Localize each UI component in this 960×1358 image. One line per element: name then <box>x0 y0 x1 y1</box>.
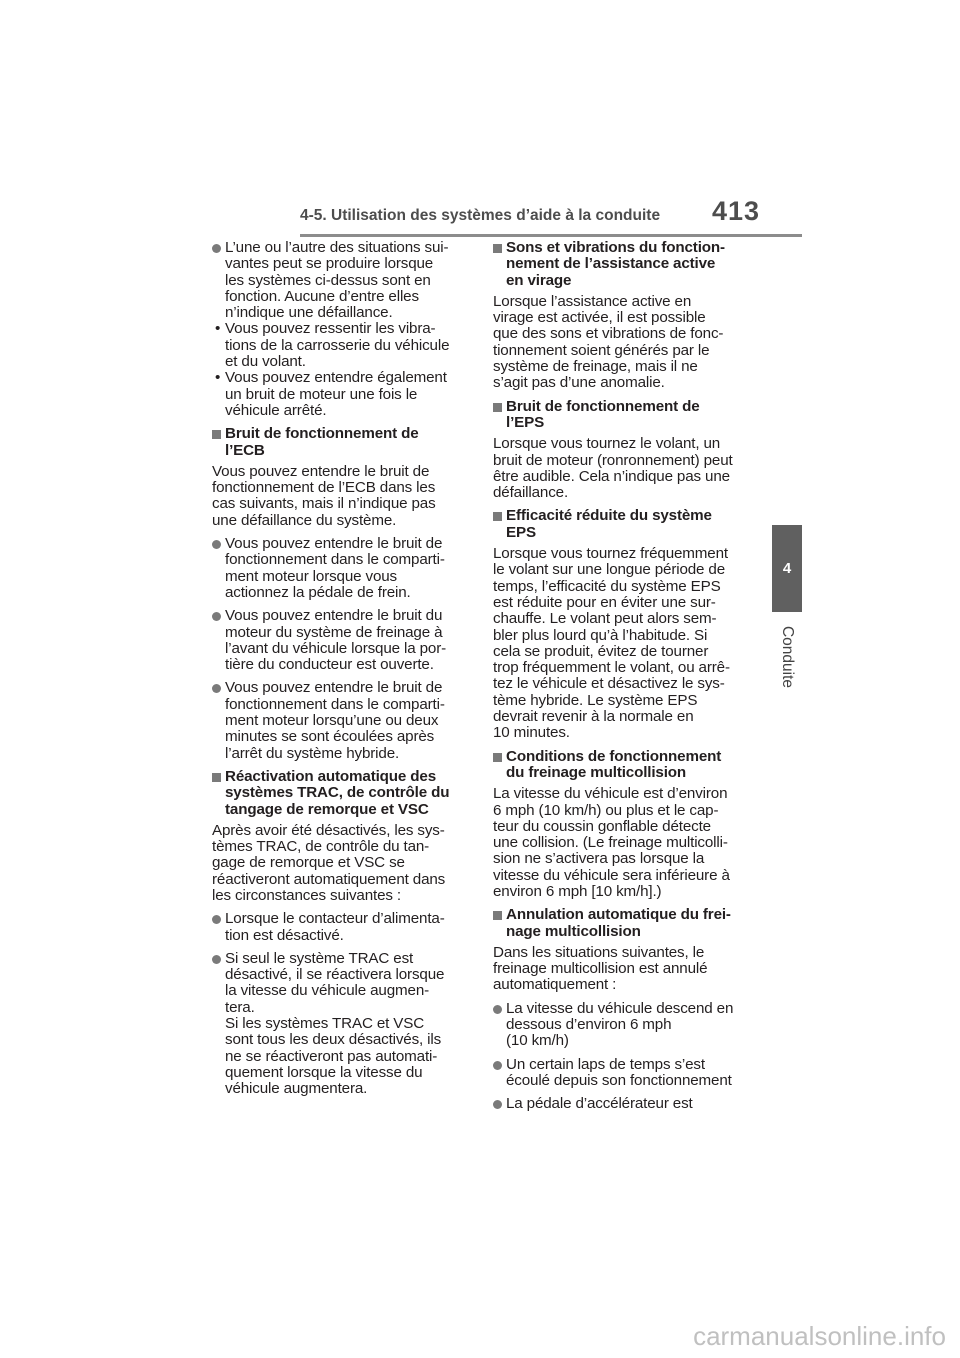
text-line: tangage de remorque et VSC <box>225 800 429 818</box>
subsection-heading <box>212 769 470 818</box>
text-line: Sons et vibrations du fonction- <box>506 239 725 256</box>
square-bullet-icon <box>493 403 502 412</box>
round-bullet-icon <box>493 1005 502 1014</box>
square-bullet-icon <box>493 753 502 762</box>
text-line: véhicule arrêté. <box>225 401 327 419</box>
text-line: systèmes TRAC, de contrôle du <box>225 784 450 802</box>
text-line: temps, l’efficacité du système EPS <box>493 577 721 595</box>
text-line: Efficacité réduite du système <box>506 507 712 525</box>
chapter-tab-label <box>770 612 804 702</box>
paragraph <box>493 546 751 742</box>
bullet-item <box>212 536 470 601</box>
round-bullet-icon <box>212 244 221 253</box>
text-line: gage de remorque et VSC se <box>212 854 405 872</box>
text-line: nement de l’assistance active <box>506 255 716 273</box>
round-bullet-icon <box>212 684 221 693</box>
text-line: moteur du système de freinage à <box>225 623 443 641</box>
text-line: chauffe. Le volant peut alors sem- <box>493 610 717 628</box>
chapter-label-text: Conduite <box>779 625 797 689</box>
bullet-item <box>212 911 470 944</box>
text-line: l’arrêt du système hybride. <box>225 744 400 762</box>
text-line: Vous pouvez entendre le bruit de <box>212 462 430 480</box>
text-line: tez le véhicule et désactivez le sys- <box>493 675 725 693</box>
text-line: Vous pouvez ressentir les vibra- <box>225 320 436 338</box>
round-bullet-icon <box>212 955 221 964</box>
text-line: une défaillance du système. <box>212 511 397 529</box>
section-title: 4-5. Utilisation des systèmes d’aide à la conduite <box>300 207 661 224</box>
text-line: dessous d’environ 6 mph <box>506 1016 672 1034</box>
text-line: fonction. Aucune d’entre elles <box>225 287 419 305</box>
subsection-heading <box>493 749 751 782</box>
text-line: n’indique une défaillance. <box>225 304 393 322</box>
subsection-heading <box>493 907 751 940</box>
bullet-item <box>212 680 470 761</box>
subsection-heading <box>493 508 751 541</box>
footer-watermark: carmanualsonline.info <box>693 1321 946 1351</box>
text-line: freinage multicollision est annulé <box>493 960 708 978</box>
text-line: (10 km/h) <box>506 1032 569 1050</box>
text-line: cela se produit, évitez de tourner <box>493 642 709 660</box>
text-line: que des sons et vibrations de fonc- <box>493 325 724 343</box>
text-line: bler plus lourd qu’à l’habitude. Si <box>493 626 708 644</box>
text-line: tème hybride. Le système EPS <box>493 691 698 709</box>
text-line: du freinage multicollision <box>506 763 687 781</box>
text-line: devrait revenir à la normale en <box>493 708 694 726</box>
page-number: 413 <box>712 196 761 226</box>
text-line: minutes se sont écoulées après <box>225 728 435 746</box>
text-line: ment moteur lorsqu’une ou deux <box>225 712 439 730</box>
square-bullet-icon <box>212 773 221 782</box>
text-line: Lorsque vous tournez le volant, un <box>493 435 721 453</box>
text-line: Vous pouvez entendre le bruit de <box>225 535 443 553</box>
text-line: Un certain laps de temps s’est <box>506 1055 705 1073</box>
text-line: teur du coussin gonflable détecte <box>493 817 711 835</box>
text-line: Si les systèmes TRAC et VSC <box>225 1015 425 1033</box>
bullet-item <box>493 1057 751 1090</box>
text-line: est réduite pour en éviter une sur- <box>493 593 716 611</box>
text-line: les circonstances suivantes : <box>212 886 401 904</box>
text-line: La vitesse du véhicule descend en <box>506 999 734 1017</box>
square-bullet-icon <box>493 244 502 253</box>
text-line: tèmes TRAC, de contrôle du tan- <box>212 838 430 856</box>
text-line: véhicule augmentera. <box>225 1080 368 1098</box>
sub-bullet-item <box>212 370 470 419</box>
text-line: vitesse du véhicule sera inférieure à <box>493 866 730 884</box>
text-line: Bruit de fonctionnement de <box>225 425 419 443</box>
text-line: un bruit de moteur une fois le <box>225 385 418 403</box>
text-line: EPS <box>506 523 536 541</box>
text-line: Vous pouvez entendre le bruit de <box>225 679 443 697</box>
text-line: Après avoir été désactivés, les sys- <box>212 821 445 839</box>
text-line: Vous pouvez entendre également <box>225 369 447 387</box>
text-line: environ 6 mph [10 km/h].) <box>493 882 662 900</box>
paragraph <box>493 436 751 501</box>
text-line: système de freinage, mais il ne <box>493 358 698 376</box>
text-line: désactivé, il se réactivera lorsque <box>225 966 445 984</box>
text-line: sion ne s’activera pas lorsque la <box>493 850 705 868</box>
bullet-item <box>493 1096 751 1112</box>
text-line: fonctionnement dans le comparti- <box>225 551 445 569</box>
dot-bullet-icon: • <box>215 320 221 338</box>
text-line: l’avant du véhicule lorsque la por- <box>225 639 447 657</box>
text-line: bruit de moteur (ronronnement) peut <box>493 451 733 469</box>
text-line: réactiveront automatiquement dans <box>212 870 446 888</box>
text-line: La pédale d’accélérateur est <box>506 1095 693 1113</box>
text-line: ment moteur lorsque vous <box>225 567 397 585</box>
text-line: Dans les situations suivantes, le <box>493 943 705 961</box>
text-line: virage est activée, il est possible <box>493 309 706 327</box>
round-bullet-icon <box>212 540 221 549</box>
chapter-tab-number: 4 <box>772 525 802 612</box>
right-column <box>493 240 751 1120</box>
text-line: automatiquement : <box>493 976 617 994</box>
header-divider <box>300 234 802 237</box>
text-line: Lorsque vous tournez fréquemment <box>493 545 728 563</box>
text-line: le volant sur une longue période de <box>493 561 726 579</box>
text-line: Vous pouvez entendre le bruit du <box>225 607 443 625</box>
bullet-item <box>493 1001 751 1050</box>
text-line: la vitesse du véhicule augmen- <box>225 982 430 1000</box>
text-line: cas suivants, mais il n’indique pas <box>212 495 436 513</box>
text-line: Bruit de fonctionnement de <box>506 397 700 415</box>
text-line: 6 mph (10 km/h) ou plus et le cap- <box>493 801 719 819</box>
paragraph <box>212 464 470 529</box>
paragraph <box>493 786 751 900</box>
text-line: les systèmes ci-dessus sont en <box>225 271 431 289</box>
text-line: écoulé depuis son fonctionnement <box>506 1071 732 1089</box>
text-line: défaillance. <box>493 484 569 502</box>
text-line: tionnement soient générés par le <box>493 341 710 359</box>
text-line: tière du conducteur est ouverte. <box>225 656 434 674</box>
text-line: trop fréquemment le volant, ou arrê- <box>493 659 730 677</box>
subsection-heading <box>493 240 751 289</box>
bullet-item <box>212 951 470 1098</box>
paragraph <box>212 823 470 904</box>
text-line: une collision. (Le freinage multicolli- <box>493 834 728 852</box>
text-line: quement lorsque la vitesse du <box>225 1063 423 1081</box>
text-line: nage multicollision <box>506 922 641 940</box>
paragraph <box>493 294 751 392</box>
text-line: actionnez la pédale de frein. <box>225 583 411 601</box>
text-line: Si seul le système TRAC est <box>225 949 414 967</box>
round-bullet-icon <box>212 612 221 621</box>
text-line: s’agit pas d’une anomalie. <box>493 374 665 392</box>
subsection-heading <box>493 399 751 432</box>
dot-bullet-icon: • <box>215 369 221 387</box>
subsection-heading <box>212 426 470 459</box>
text-line: tera. <box>225 998 255 1016</box>
left-column <box>212 240 470 1105</box>
text-line: fonctionnement dans le comparti- <box>225 695 445 713</box>
square-bullet-icon <box>493 512 502 521</box>
text-line: vantes peut se produire lorsque <box>225 255 434 273</box>
bullet-item <box>212 608 470 673</box>
text-line: Conditions de fonctionnement <box>506 747 722 765</box>
text-line: Annulation automatique du frei- <box>506 906 731 924</box>
square-bullet-icon <box>212 430 221 439</box>
paragraph <box>493 945 751 994</box>
sub-bullet-item <box>212 321 470 370</box>
square-bullet-icon <box>493 911 502 920</box>
bullet-item <box>212 240 470 321</box>
round-bullet-icon <box>493 1061 502 1070</box>
text-line: ne se réactiveront pas automati- <box>225 1047 438 1065</box>
text-line: L’une ou l’autre des situations sui- <box>225 239 449 256</box>
text-line: 10 minutes. <box>493 724 570 742</box>
text-line: Lorsque l’assistance active en <box>493 292 692 310</box>
text-line: Réactivation automatique des <box>225 767 437 785</box>
text-line: l’EPS <box>506 413 545 431</box>
round-bullet-icon <box>493 1100 502 1109</box>
text-line: fonctionnement de l’ECB dans les <box>212 479 436 497</box>
text-line: La vitesse du véhicule est d’environ <box>493 785 728 803</box>
text-line: sont tous les deux désactivés, ils <box>225 1031 442 1049</box>
text-line: en virage <box>506 271 572 289</box>
text-line: tions de la carrosserie du véhicule <box>225 336 450 354</box>
text-line: Lorsque le contacteur d’alimenta- <box>225 910 445 928</box>
round-bullet-icon <box>212 915 221 924</box>
text-line: et du volant. <box>225 353 306 371</box>
text-line: être audible. Cela n’indique pas une <box>493 467 730 485</box>
text-line: tion est désactivé. <box>225 926 344 944</box>
text-line: l’ECB <box>225 441 265 459</box>
